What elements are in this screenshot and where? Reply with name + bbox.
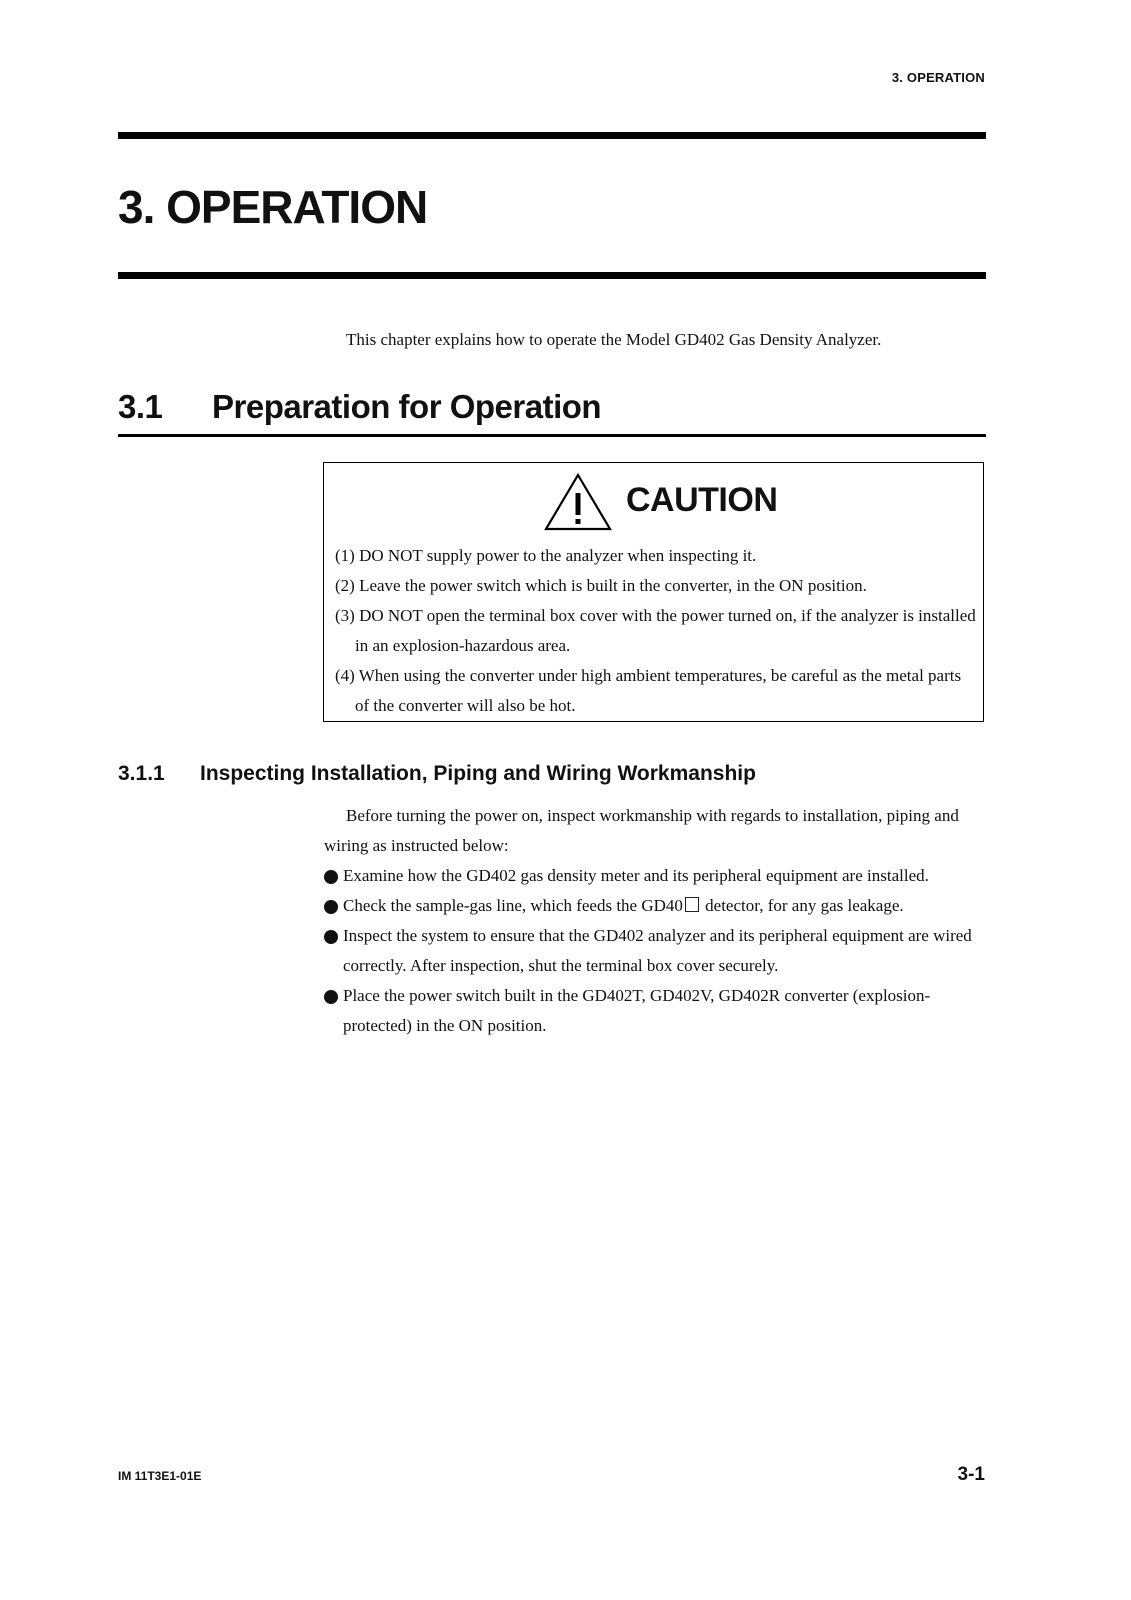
- caution-item: (2) Leave the power switch which is built in the converter, in the ON position.: [335, 576, 867, 595]
- running-header: 3. OPERATION: [891, 70, 985, 85]
- list-item: [324, 921, 989, 981]
- bullet-icon: [324, 990, 338, 1004]
- list-item: [324, 981, 989, 1041]
- bullet-text: Place the power switch built in the GD402T, GD402V, GD402R converter (explosion-protected) in the ON position.: [343, 986, 931, 1035]
- list-item: [324, 861, 989, 891]
- chapter-title: 3. OPERATION: [118, 181, 428, 233]
- placeholder-box-icon: [685, 897, 699, 912]
- section-title: Preparation for Operation: [212, 388, 602, 425]
- document-id: IM 11T3E1-01E: [118, 1469, 202, 1483]
- bullet-text: Check the sample-gas line, which feeds the GD40: [343, 896, 683, 915]
- bullet-icon: [324, 900, 338, 914]
- bullet-text: Examine how the GD402 gas density meter and its peripheral equipment are installed.: [343, 866, 929, 885]
- chapter-rule: [118, 272, 986, 279]
- caution-item: (1) DO NOT supply power to the analyzer when inspecting it.: [335, 546, 757, 565]
- section-rule: [118, 434, 986, 437]
- caution-item: (3) DO NOT open the terminal box cover with the power turned on, if the analyzer is installed in an explosion-hazardous area.: [335, 606, 976, 655]
- section-number: 3.1: [118, 388, 163, 425]
- section-heading: [118, 388, 601, 426]
- warning-triangle-icon: [544, 473, 612, 531]
- subsection-title: Inspecting Installation, Piping and Wiring Workmanship: [200, 762, 756, 785]
- subsection-intro: Before turning the power on, inspect workmanship with regards to installation, piping and wiring as instructed below:: [324, 806, 959, 855]
- list-item: [324, 891, 989, 921]
- caution-list: [335, 541, 977, 721]
- caution-item: (4) When using the converter under high ambient temperatures, be careful as the metal parts of the converter will also be hot.: [335, 666, 962, 715]
- body-block: [324, 801, 989, 1041]
- subsection-number: 3.1.1: [118, 762, 165, 785]
- bullet-text: Inspect the system to ensure that the GD402 analyzer and its peripheral equipment are wired correctly. After inspection, shut the terminal box cover securely.: [343, 926, 972, 975]
- page-number: 3-1: [957, 1464, 985, 1485]
- top-rule: [118, 132, 986, 139]
- caution-title-row: [324, 473, 983, 533]
- bullet-icon: [324, 870, 338, 884]
- bullet-text: detector, for any gas leakage.: [700, 896, 904, 915]
- chapter-intro: This chapter explains how to operate the Model GD402 Gas Density Analyzer.: [346, 330, 882, 349]
- caution-box: [323, 462, 984, 722]
- subsection-heading: [118, 762, 756, 786]
- caution-label: CAUTION: [626, 481, 778, 519]
- bullet-icon: [324, 930, 338, 944]
- bullet-list: [324, 861, 989, 1041]
